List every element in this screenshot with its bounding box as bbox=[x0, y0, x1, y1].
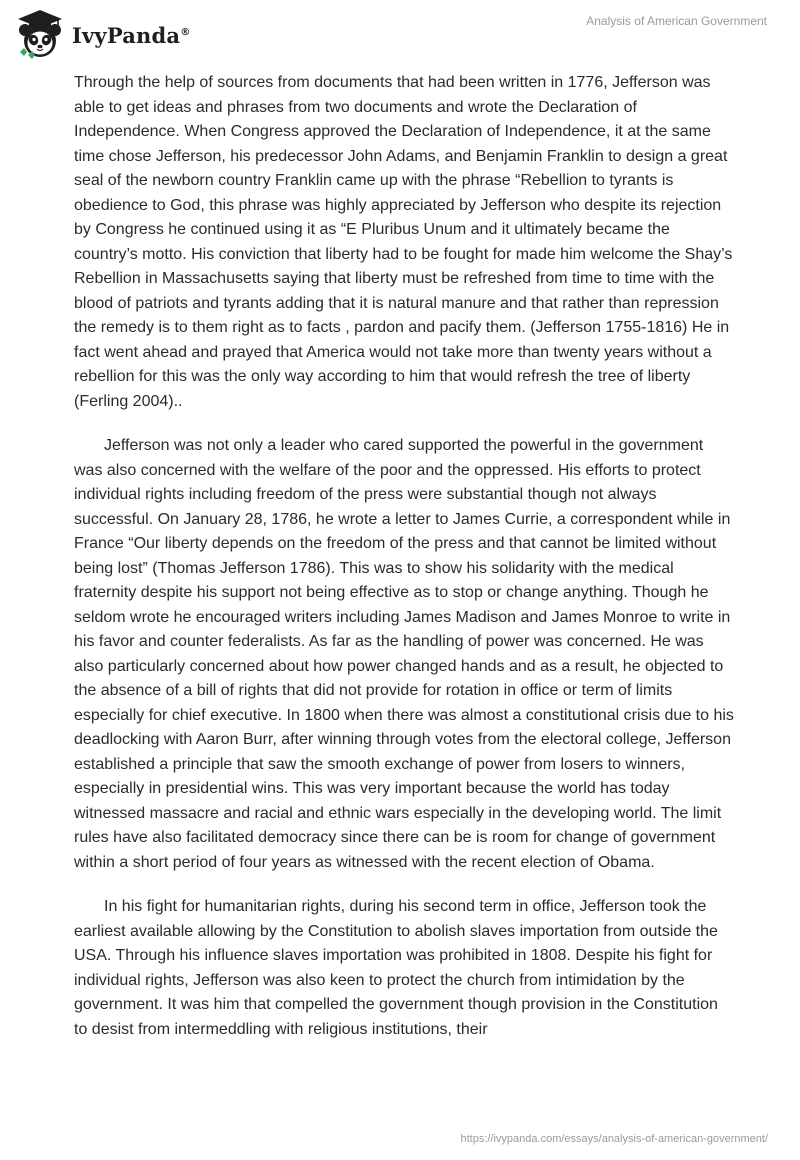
registered-mark: ® bbox=[180, 26, 191, 38]
page-header bbox=[0, 0, 800, 70]
ivypanda-logo[interactable] bbox=[14, 8, 190, 60]
essay-body bbox=[74, 71, 734, 1062]
document-title: Analysis of American Government bbox=[586, 14, 767, 28]
panda-graduate-icon bbox=[14, 8, 66, 60]
paragraph-1: Through the help of sources from documents that had been written in 1776, Jefferson was able to get ideas and phrases from two documents and wrote the Declaration of Independence. When Congress approved the Declaration of Independence, it at the same time chose Jefferson, his predecessor John Adams, and Benjamin Franklin to design a great seal of the newborn country Franklin came up with the phrase “Rebellion to tyrants is obedience to God, this phrase was highly appreciated by Jefferson who despite its rejection by Congress he continued using it as “E Pluribus Unum and it ultimately became the country’s motto. His conviction that liberty had to be fought for made him welcome the Shay’s Rebellion in Massachusetts saying that liberty must be refreshed from time to time with the blood of patriots and tyrants adding that it is natural manure and that rather than repression the remedy is to them right as to facts , pardon and pacify them. (Jefferson 1755-1816) He in fact went ahead and prayed that America would not take more than twenty years without a rebellion for this was the only way according to him that would refresh the tree of liberty (Ferling 2004).. bbox=[74, 74, 733, 410]
brand-name: IvyPanda® bbox=[72, 22, 191, 48]
source-url[interactable]: https://ivypanda.com/essays/analysis-of-american-government/ bbox=[460, 1133, 768, 1145]
paragraph-2: Jefferson was not only a leader who cared supported the powerful in the government was also concerned with the welfare of the poor and the oppressed. His efforts to protect individual rights including freedom of the press were substantial though not always successful. On January 28, 1786, he wrote a letter to James Currie, a correspondent while in France “Our liberty depends on the freedom of the press and that cannot be limited without being lost” (Thomas Jefferson 1786). This was to show his solidarity with the medical fraternity despite his support not being effective as to stop or change anything. Though he seldom wrote he encouraged writers including James Madison and James Monroe to write in his favor and counter federalists. As far as the handling of power was concerned. He was also particularly concerned about how power changed hands and as a result, he objected to the absence of a bill of rights that did not provide for rotation in office or term of limits especially for chief executive. In 1800 when there was almost a constitutional crisis due to his deadlocking with Aaron Burr, after winning through votes from the electoral college, Jefferson established a principle that saw the smooth exchange of power from losers to winners, especially in presidential wins. This was very important because the world has today witnessed massacre and racial and ethnic wars especially in the developing world. The limit rules have also facilitated democracy since there can be is room for change of government within a short period of four years as witnessed with the recent election of Obama. bbox=[74, 437, 734, 871]
paragraph-3: In his fight for humanitarian rights, during his second term in office, Jefferson took the earliest available allowing by the Constitution to abolish slaves importation from outside the USA. Through his influence slaves importation was prohibited in 1808. Despite his fight for individual rights, Jefferson was also keen to protect the church from intimidation by the government. It was him that compelled the government though provision in the Constitution to desist from intermeddling with religious institutions, their bbox=[74, 898, 718, 1038]
